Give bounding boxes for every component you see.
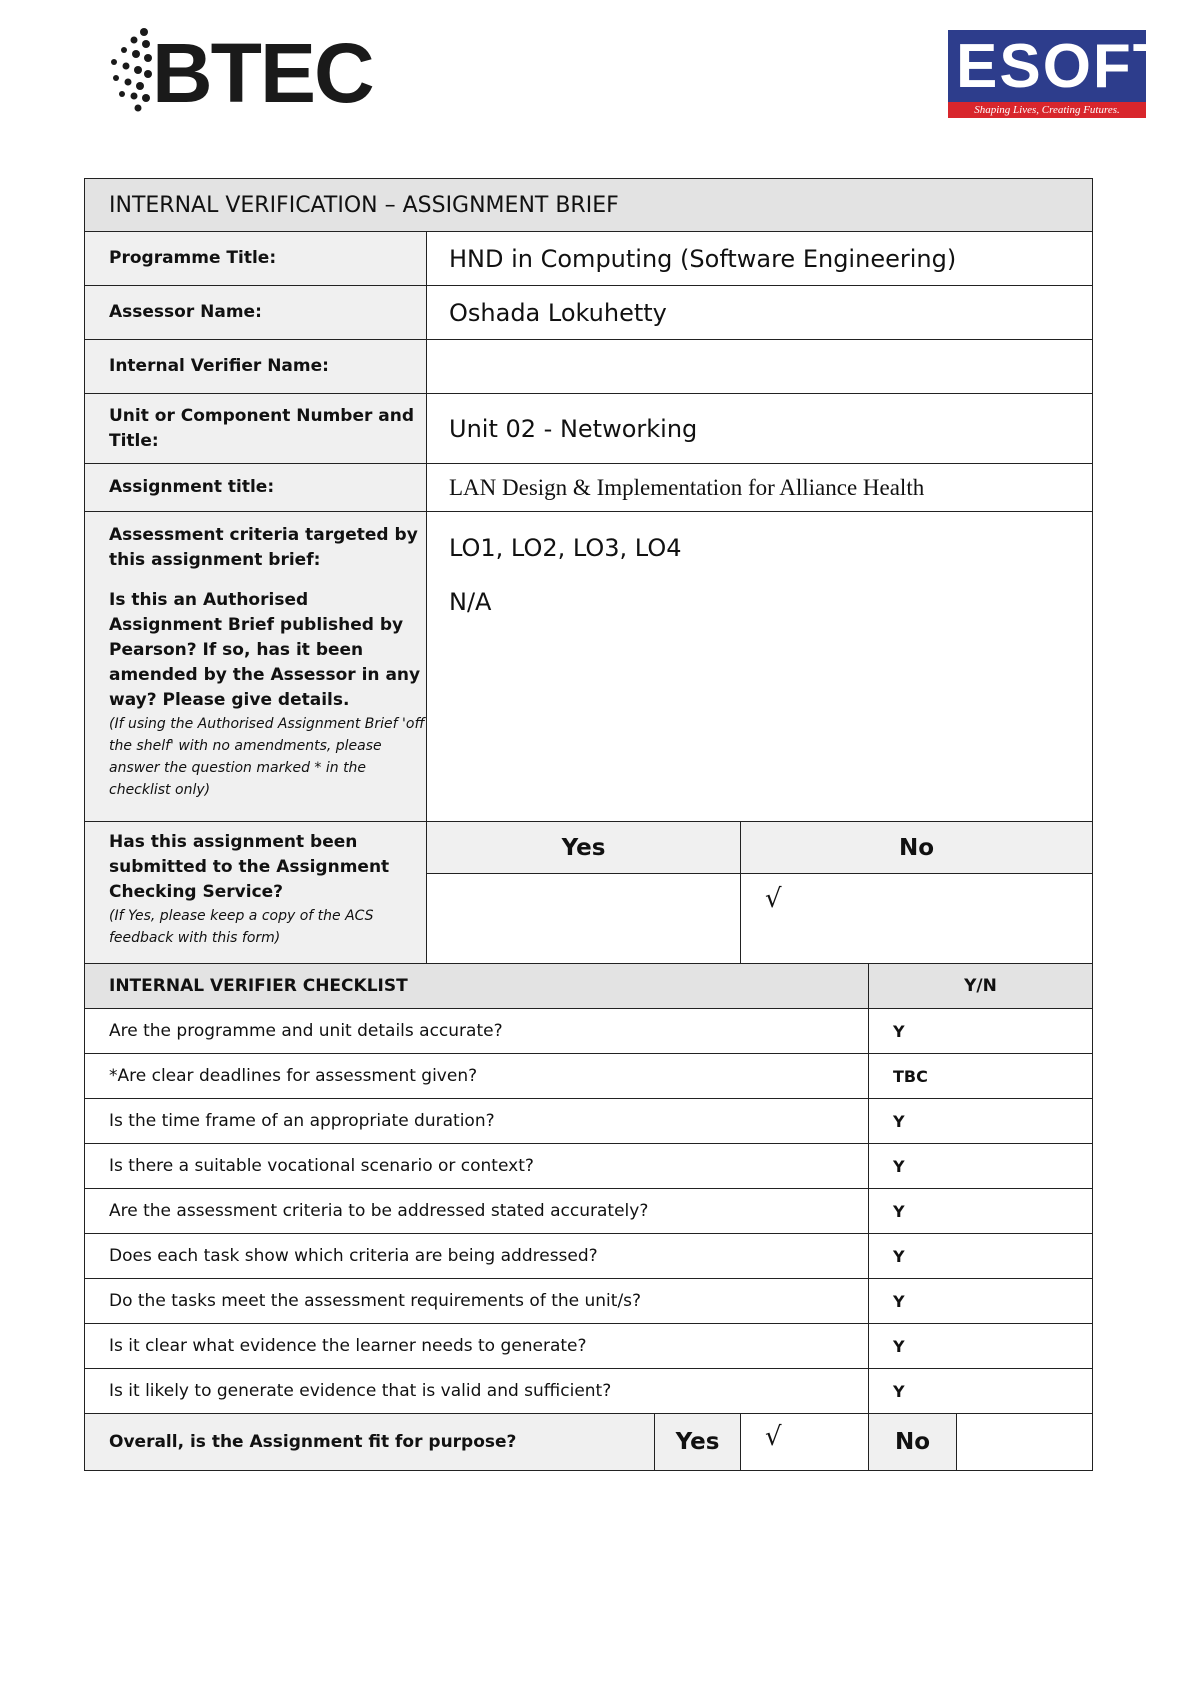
acs-cell	[85, 822, 427, 964]
authorised-brief-cell	[85, 584, 427, 822]
checklist-answer: Y	[869, 1369, 1093, 1414]
checklist-answer: Y	[869, 1144, 1093, 1189]
acs-note: (If Yes, please keep a copy of the ACS feedback with this form)	[109, 908, 374, 946]
internal-verifier-label: Internal Verifier Name:	[85, 340, 427, 394]
checklist-answer: Y	[869, 1324, 1093, 1369]
form-title: INTERNAL VERIFICATION – ASSIGNMENT BRIEF	[85, 179, 1093, 232]
checklist-row	[85, 1054, 1093, 1099]
checklist-row	[85, 1234, 1093, 1279]
acs-yes-mark	[427, 874, 741, 964]
checklist-answer: Y	[869, 1009, 1093, 1054]
programme-title-value: HND in Computing (Software Engineering)	[427, 232, 1093, 286]
btec-logo	[108, 26, 373, 120]
checklist-row	[85, 1369, 1093, 1414]
overall-yes-mark: √	[741, 1414, 869, 1471]
checklist-answer: Y	[869, 1189, 1093, 1234]
checklist-answer: Y	[869, 1099, 1093, 1144]
acs-yes-header: Yes	[427, 822, 741, 874]
assessor-name-label: Assessor Name:	[85, 286, 427, 340]
criteria-value: LO1, LO2, LO3, LO4	[427, 512, 1093, 584]
btec-dots-icon	[108, 26, 152, 118]
btec-wordmark: BTEC	[152, 26, 373, 120]
checklist-question: *Are clear deadlines for assessment given?	[85, 1054, 869, 1099]
authorised-brief-note: (If using the Authorised Assignment Brief 'off the shelf' with no amendments, please answer the question marked * in the checklist only)	[109, 715, 425, 798]
overall-fit-label: Overall, is the Assignment fit for purpose?	[85, 1414, 655, 1471]
assessor-name-value: Oshada Lokuhetty	[427, 286, 1093, 340]
checklist-answer: TBC	[869, 1054, 1093, 1099]
assignment-title-value: LAN Design & Implementation for Alliance Health	[427, 464, 1093, 512]
checklist-row	[85, 1324, 1093, 1369]
authorised-brief-label: Is this an Authorised Assignment Brief published by Pearson? If so, has it been amended by the Assessor in any way? Please give details.	[109, 589, 421, 710]
internal-verifier-value	[427, 340, 1093, 394]
checklist-question: Does each task show which criteria are being addressed?	[85, 1234, 869, 1279]
unit-label: Unit or Component Number and Title:	[85, 394, 427, 464]
checklist-question: Are the programme and unit details accurate?	[85, 1009, 869, 1054]
acs-label: Has this assignment been submitted to the Assignment Checking Service?	[109, 832, 390, 902]
checklist-question: Is the time frame of an appropriate duration?	[85, 1099, 869, 1144]
overall-no-mark	[957, 1414, 1093, 1471]
checklist-question: Is it clear what evidence the learner needs to generate?	[85, 1324, 869, 1369]
overall-yes-label: Yes	[655, 1414, 741, 1471]
assignment-title-label: Assignment title:	[85, 464, 427, 512]
checklist-question: Is it likely to generate evidence that is valid and sufficient?	[85, 1369, 869, 1414]
checklist-header: INTERNAL VERIFIER CHECKLIST	[85, 964, 869, 1009]
checklist-question: Are the assessment criteria to be addressed stated accurately?	[85, 1189, 869, 1234]
checklist-answer: Y	[869, 1279, 1093, 1324]
checklist-row	[85, 1009, 1093, 1054]
esoft-tagline: Shaping Lives, Creating Futures.	[974, 104, 1120, 116]
checklist-row	[85, 1189, 1093, 1234]
acs-no-header: No	[741, 822, 1093, 874]
checklist-question: Is there a suitable vocational scenario or context?	[85, 1144, 869, 1189]
checklist-answer: Y	[869, 1234, 1093, 1279]
esoft-wordmark: ESOFT	[956, 32, 1173, 101]
unit-value: Unit 02 - Networking	[427, 394, 1093, 464]
overall-no-label: No	[869, 1414, 957, 1471]
checklist-row	[85, 1279, 1093, 1324]
checklist-yn-header: Y/N	[869, 964, 1093, 1009]
checklist-row	[85, 1099, 1093, 1144]
criteria-label: Assessment criteria targeted by this assignment brief:	[85, 512, 427, 584]
acs-no-mark: √	[741, 874, 1093, 964]
assignment-brief-form	[84, 178, 1093, 1471]
checklist-question: Do the tasks meet the assessment requirements of the unit/s?	[85, 1279, 869, 1324]
esoft-logo	[948, 30, 1173, 118]
authorised-brief-value: N/A	[427, 584, 1093, 822]
programme-title-label: Programme Title:	[85, 232, 427, 286]
checklist-row	[85, 1144, 1093, 1189]
